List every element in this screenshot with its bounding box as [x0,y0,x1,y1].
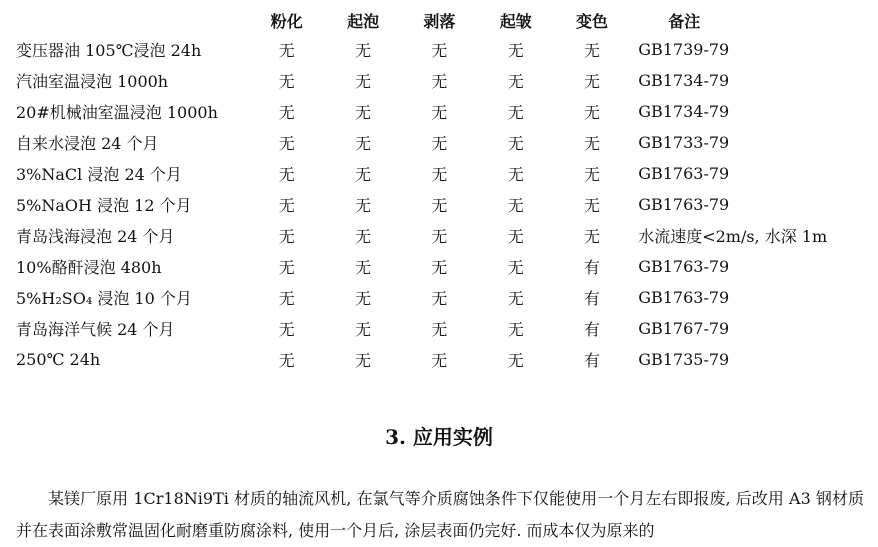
cell-discoloration: 有 [584,258,601,277]
section-title: 3. 应用实例 [385,425,493,449]
header-notes: 备注 [668,11,701,31]
cell-blistering: 无 [355,227,372,246]
cell-chalking: 无 [278,320,295,339]
cell-discoloration: 有 [584,289,601,308]
cell-discoloration: 无 [584,41,601,60]
cell-notes: GB1735-79 [638,350,730,369]
cell-chalking: 无 [278,351,295,370]
table-row [16,344,878,375]
cell-notes: 水流速度<2m/s, 水深 1m [638,227,828,246]
header-discoloration: 变色 [576,11,609,31]
cell-condition: 5%NaOH 浸泡 12 个月 [16,196,192,215]
cell-wrinkling: 无 [507,320,524,339]
cell-peeling: 无 [431,196,448,215]
cell-discoloration: 无 [584,134,601,153]
table-row [16,251,878,282]
cell-blistering: 无 [355,165,372,184]
cell-notes: GB1734-79 [638,71,730,90]
cell-condition: 汽油室温浸泡 1000h [16,72,169,91]
cell-wrinkling: 无 [507,72,524,91]
header-peeling: 剥落 [423,11,456,31]
cell-discoloration: 无 [584,72,601,91]
table-row [16,96,878,127]
table-row [16,158,878,189]
cell-peeling: 无 [431,41,448,60]
header-chalking: 粉化 [270,11,303,31]
cell-peeling: 无 [431,134,448,153]
table-row [16,313,878,344]
cell-wrinkling: 无 [507,227,524,246]
cell-chalking: 无 [278,41,295,60]
cell-chalking: 无 [278,165,295,184]
header-condition [16,6,249,34]
cell-discoloration: 有 [584,320,601,339]
cell-wrinkling: 无 [507,134,524,153]
header-wrinkling: 起皱 [499,11,532,31]
cell-condition: 10%酪酐浸泡 480h [16,258,162,277]
cell-discoloration: 无 [584,196,601,215]
cell-peeling: 无 [431,165,448,184]
cell-condition: 5%H₂SO₄ 浸泡 10 个月 [16,289,192,308]
cell-discoloration: 无 [584,165,601,184]
cell-peeling: 无 [431,258,448,277]
cell-peeling: 无 [431,320,448,339]
test-results-table [16,6,878,375]
cell-notes: GB1763-79 [638,257,730,276]
cell-wrinkling: 无 [507,165,524,184]
cell-blistering: 无 [355,320,372,339]
cell-notes: GB1763-79 [638,164,730,183]
table-header-row [16,6,878,34]
cell-blistering: 无 [355,72,372,91]
cell-blistering: 无 [355,289,372,308]
table-row [16,189,878,220]
cell-condition: 青岛海洋气候 24 个月 [16,320,175,339]
cell-chalking: 无 [278,289,295,308]
cell-wrinkling: 无 [507,41,524,60]
cell-wrinkling: 无 [507,103,524,122]
cell-chalking: 无 [278,227,295,246]
cell-chalking: 无 [278,72,295,91]
cell-blistering: 无 [355,134,372,153]
cell-chalking: 无 [278,103,295,122]
table-row [16,282,878,313]
cell-discoloration: 无 [584,103,601,122]
cell-condition: 自来水浸泡 24 个月 [16,134,159,153]
cell-chalking: 无 [278,196,295,215]
cell-notes: GB1763-79 [638,288,730,307]
cell-wrinkling: 无 [507,289,524,308]
cell-blistering: 无 [355,196,372,215]
cell-condition: 变压器油 105℃浸泡 24h [16,41,202,60]
header-blistering: 起泡 [347,11,380,31]
cell-chalking: 无 [278,134,295,153]
table-row [16,127,878,158]
cell-discoloration: 有 [584,351,601,370]
cell-wrinkling: 无 [507,258,524,277]
table-row [16,220,878,251]
cell-discoloration: 无 [584,227,601,246]
cell-blistering: 无 [355,258,372,277]
table-row [16,34,878,65]
cell-peeling: 无 [431,351,448,370]
cell-condition: 青岛浅海浸泡 24 个月 [16,227,175,246]
cell-notes: GB1763-79 [638,195,730,214]
cell-blistering: 无 [355,103,372,122]
table-body [16,34,878,375]
cell-notes: GB1734-79 [638,102,730,121]
cell-blistering: 无 [355,351,372,370]
cell-condition: 250℃ 24h [16,350,101,369]
cell-peeling: 无 [431,227,448,246]
cell-peeling: 无 [431,289,448,308]
cell-notes: GB1739-79 [638,40,730,59]
cell-condition: 3%NaCl 浸泡 24 个月 [16,165,182,184]
cell-peeling: 无 [431,103,448,122]
cell-condition: 20#机械油室温浸泡 1000h [16,103,218,122]
cell-chalking: 无 [278,258,295,277]
table-row [16,65,878,96]
cell-notes: GB1767-79 [638,319,730,338]
cell-wrinkling: 无 [507,196,524,215]
cell-notes: GB1733-79 [638,133,730,152]
cell-wrinkling: 无 [507,351,524,370]
body-paragraph: 某镁厂原用 1Cr18Ni9Ti 材质的轴流风机, 在氯气等介质腐蚀条件下仅能使用一个月左右即报废, 后改用 A3 钢材质并在表面涂敷常温固化耐磨重防腐涂料, 使用一个月后, 涂层表面仍完好. 而成本仅为原来的 [16,489,864,540]
cell-blistering: 无 [355,41,372,60]
cell-peeling: 无 [431,72,448,91]
